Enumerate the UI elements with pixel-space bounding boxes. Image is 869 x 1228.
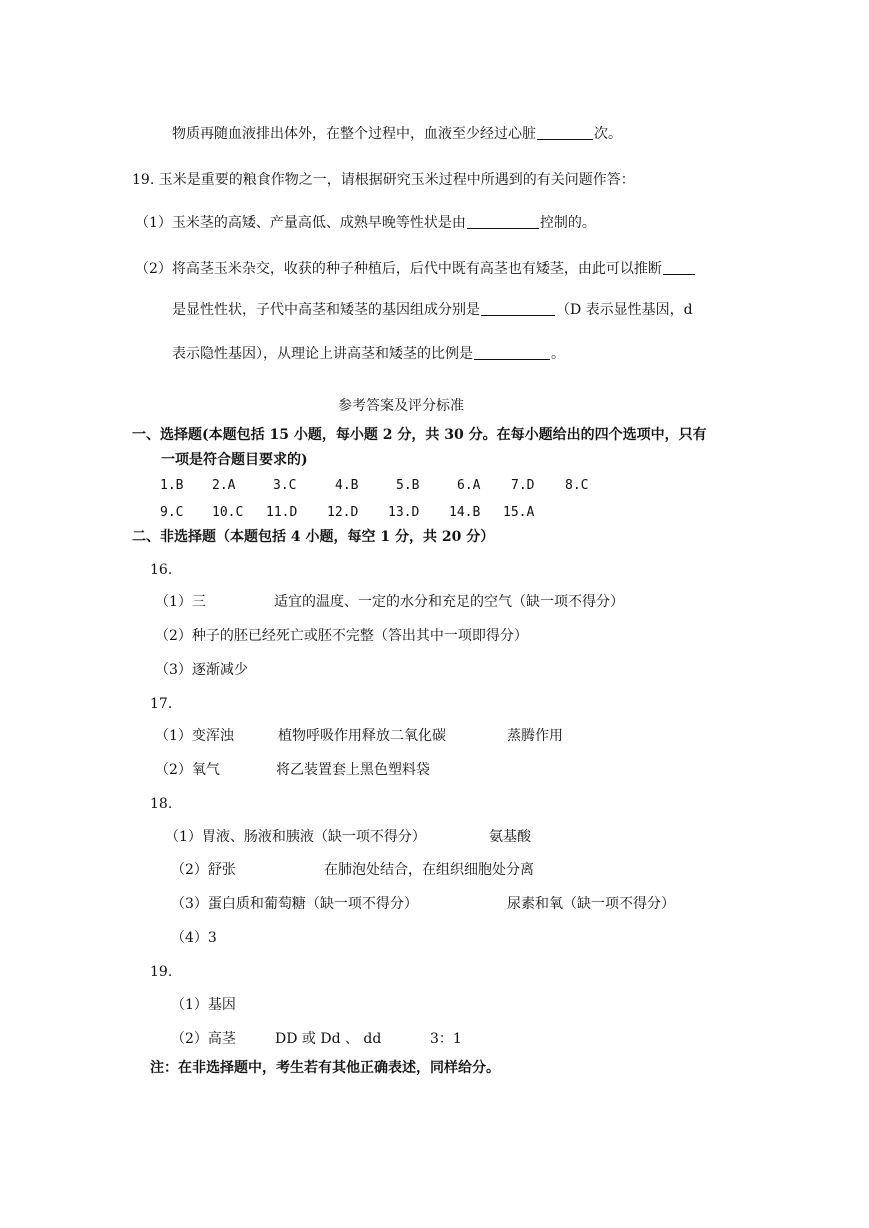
mc-answer: 13.D: [388, 505, 420, 520]
q19-part2-line1: [135, 259, 696, 279]
mc-answer: 5.B: [396, 478, 420, 493]
grading-note: 注：在非选择题中，考生若有其他正确表述，同样给分。: [150, 1060, 500, 1076]
answer-17-number: 17.: [150, 696, 173, 712]
answer-blank: [481, 301, 555, 316]
q19-part1: [135, 213, 596, 233]
q19-part2-line3-text: 表示隐性基因），从理论上讲高茎和矮茎的比例是: [172, 346, 473, 362]
mc-answer: 11.D: [266, 505, 298, 520]
answer-18-1: （1）胃液、肠液和胰液（缺一项不得分）: [165, 829, 426, 845]
mc-answer: 10.C: [212, 505, 244, 520]
mc-answer: 3.C: [273, 478, 297, 493]
answer-16-2: （2）种子的胚已经死亡或胚不完整（答出其中一项即得分）: [155, 628, 528, 644]
mc-answer: 2.A: [212, 478, 236, 493]
q19-part2-line3: [172, 344, 565, 364]
q18-tail-text: 物质再随血液排出体外，在整个过程中，血液至少经过心脏: [172, 126, 536, 142]
answer-17-2b: 将乙装置套上黑色塑料袋: [276, 762, 430, 778]
answer-16-1b: 适宜的温度、一定的水分和充足的空气（缺一项不得分）: [274, 594, 624, 610]
answer-16-3: （3）逐渐减少: [155, 662, 248, 678]
mc-answer: 9.C: [160, 505, 184, 520]
section1-heading-cont: 一项是符合题目要求的): [161, 452, 308, 468]
q19-part2-line3-end: 。: [551, 346, 565, 362]
answer-blank: [663, 260, 695, 275]
answer-blank: [537, 125, 593, 140]
answer-18-2: （2）舒张: [171, 862, 236, 878]
q19-part2-line2-text: 是显性性状，子代中高茎和矮茎的基因组成分别是: [172, 302, 480, 318]
answer-19-2c: 3：1: [430, 1031, 462, 1047]
mc-answer: 14.B: [449, 505, 481, 520]
answer-17-1: （1）变浑浊: [155, 728, 234, 744]
mc-answer: 4.B: [335, 478, 359, 493]
answer-19-2b: DD 或 Dd 、 dd: [275, 1031, 382, 1047]
mc-answer: 8.C: [565, 478, 589, 493]
answer-18-1b: 氨基酸: [489, 829, 531, 845]
answer-key-title: 参考答案及评分标准: [338, 398, 464, 414]
q19-part2-line2: [172, 300, 693, 320]
answer-18-4: （4）3: [171, 930, 217, 946]
answer-18-3: （3）蛋白质和葡萄糖（缺一项不得分）: [171, 896, 418, 912]
answer-17-2: （2）氧气: [155, 762, 220, 778]
answer-16-1: （1）三: [155, 594, 206, 610]
section1-heading: 一、选择题(本题包括 15 小题，每小题 2 分，共 30 分。在每小题给出的四个选项中，只有: [132, 427, 707, 443]
q19-stem: 19. 玉米是重要的粮食作物之一，请根据研究玉米过程中所遇到的有关问题作答：: [132, 172, 635, 188]
answer-18-3b: 尿素和氧（缺一项不得分）: [507, 896, 675, 912]
mc-answer: 1.B: [160, 478, 184, 493]
q19-part1-end: 控制的。: [539, 215, 596, 231]
mc-answer: 15.A: [503, 505, 535, 520]
q18-tail-line: [172, 124, 622, 144]
mc-answer: 7.D: [511, 478, 535, 493]
answer-17-1b: 植物呼吸作用释放二氧化碳: [278, 728, 446, 744]
q19-part2-text: （2）将高茎玉米杂交，收获的种子种植后，后代中既有高茎也有矮茎，由此可以推断: [135, 261, 662, 277]
answer-16-number: 16.: [150, 562, 173, 578]
answer-19-2: （2）高茎: [171, 1031, 236, 1047]
mc-answer: 12.D: [327, 505, 359, 520]
q18-tail-end: 次。: [594, 126, 622, 142]
answer-blank: [467, 214, 539, 229]
mc-answer: 6.A: [457, 478, 481, 493]
section2-heading: 二、非选择题（本题包括 4 小题，每空 1 分，共 20 分）: [132, 529, 495, 545]
answer-18-number: 18.: [150, 796, 173, 812]
answer-19-number: 19.: [150, 964, 173, 980]
answer-17-1c: 蒸腾作用: [507, 728, 563, 744]
answer-19-1: （1）基因: [171, 997, 236, 1013]
q19-part1-text: （1）玉米茎的高矮、产量高低、成熟早晚等性状是由: [135, 215, 466, 231]
answer-blank: [474, 345, 550, 360]
answer-18-2b: 在肺泡处结合，在组织细胞处分离: [324, 862, 534, 878]
q19-part2-line2-end: （D 表示显性基因，d: [556, 302, 693, 318]
